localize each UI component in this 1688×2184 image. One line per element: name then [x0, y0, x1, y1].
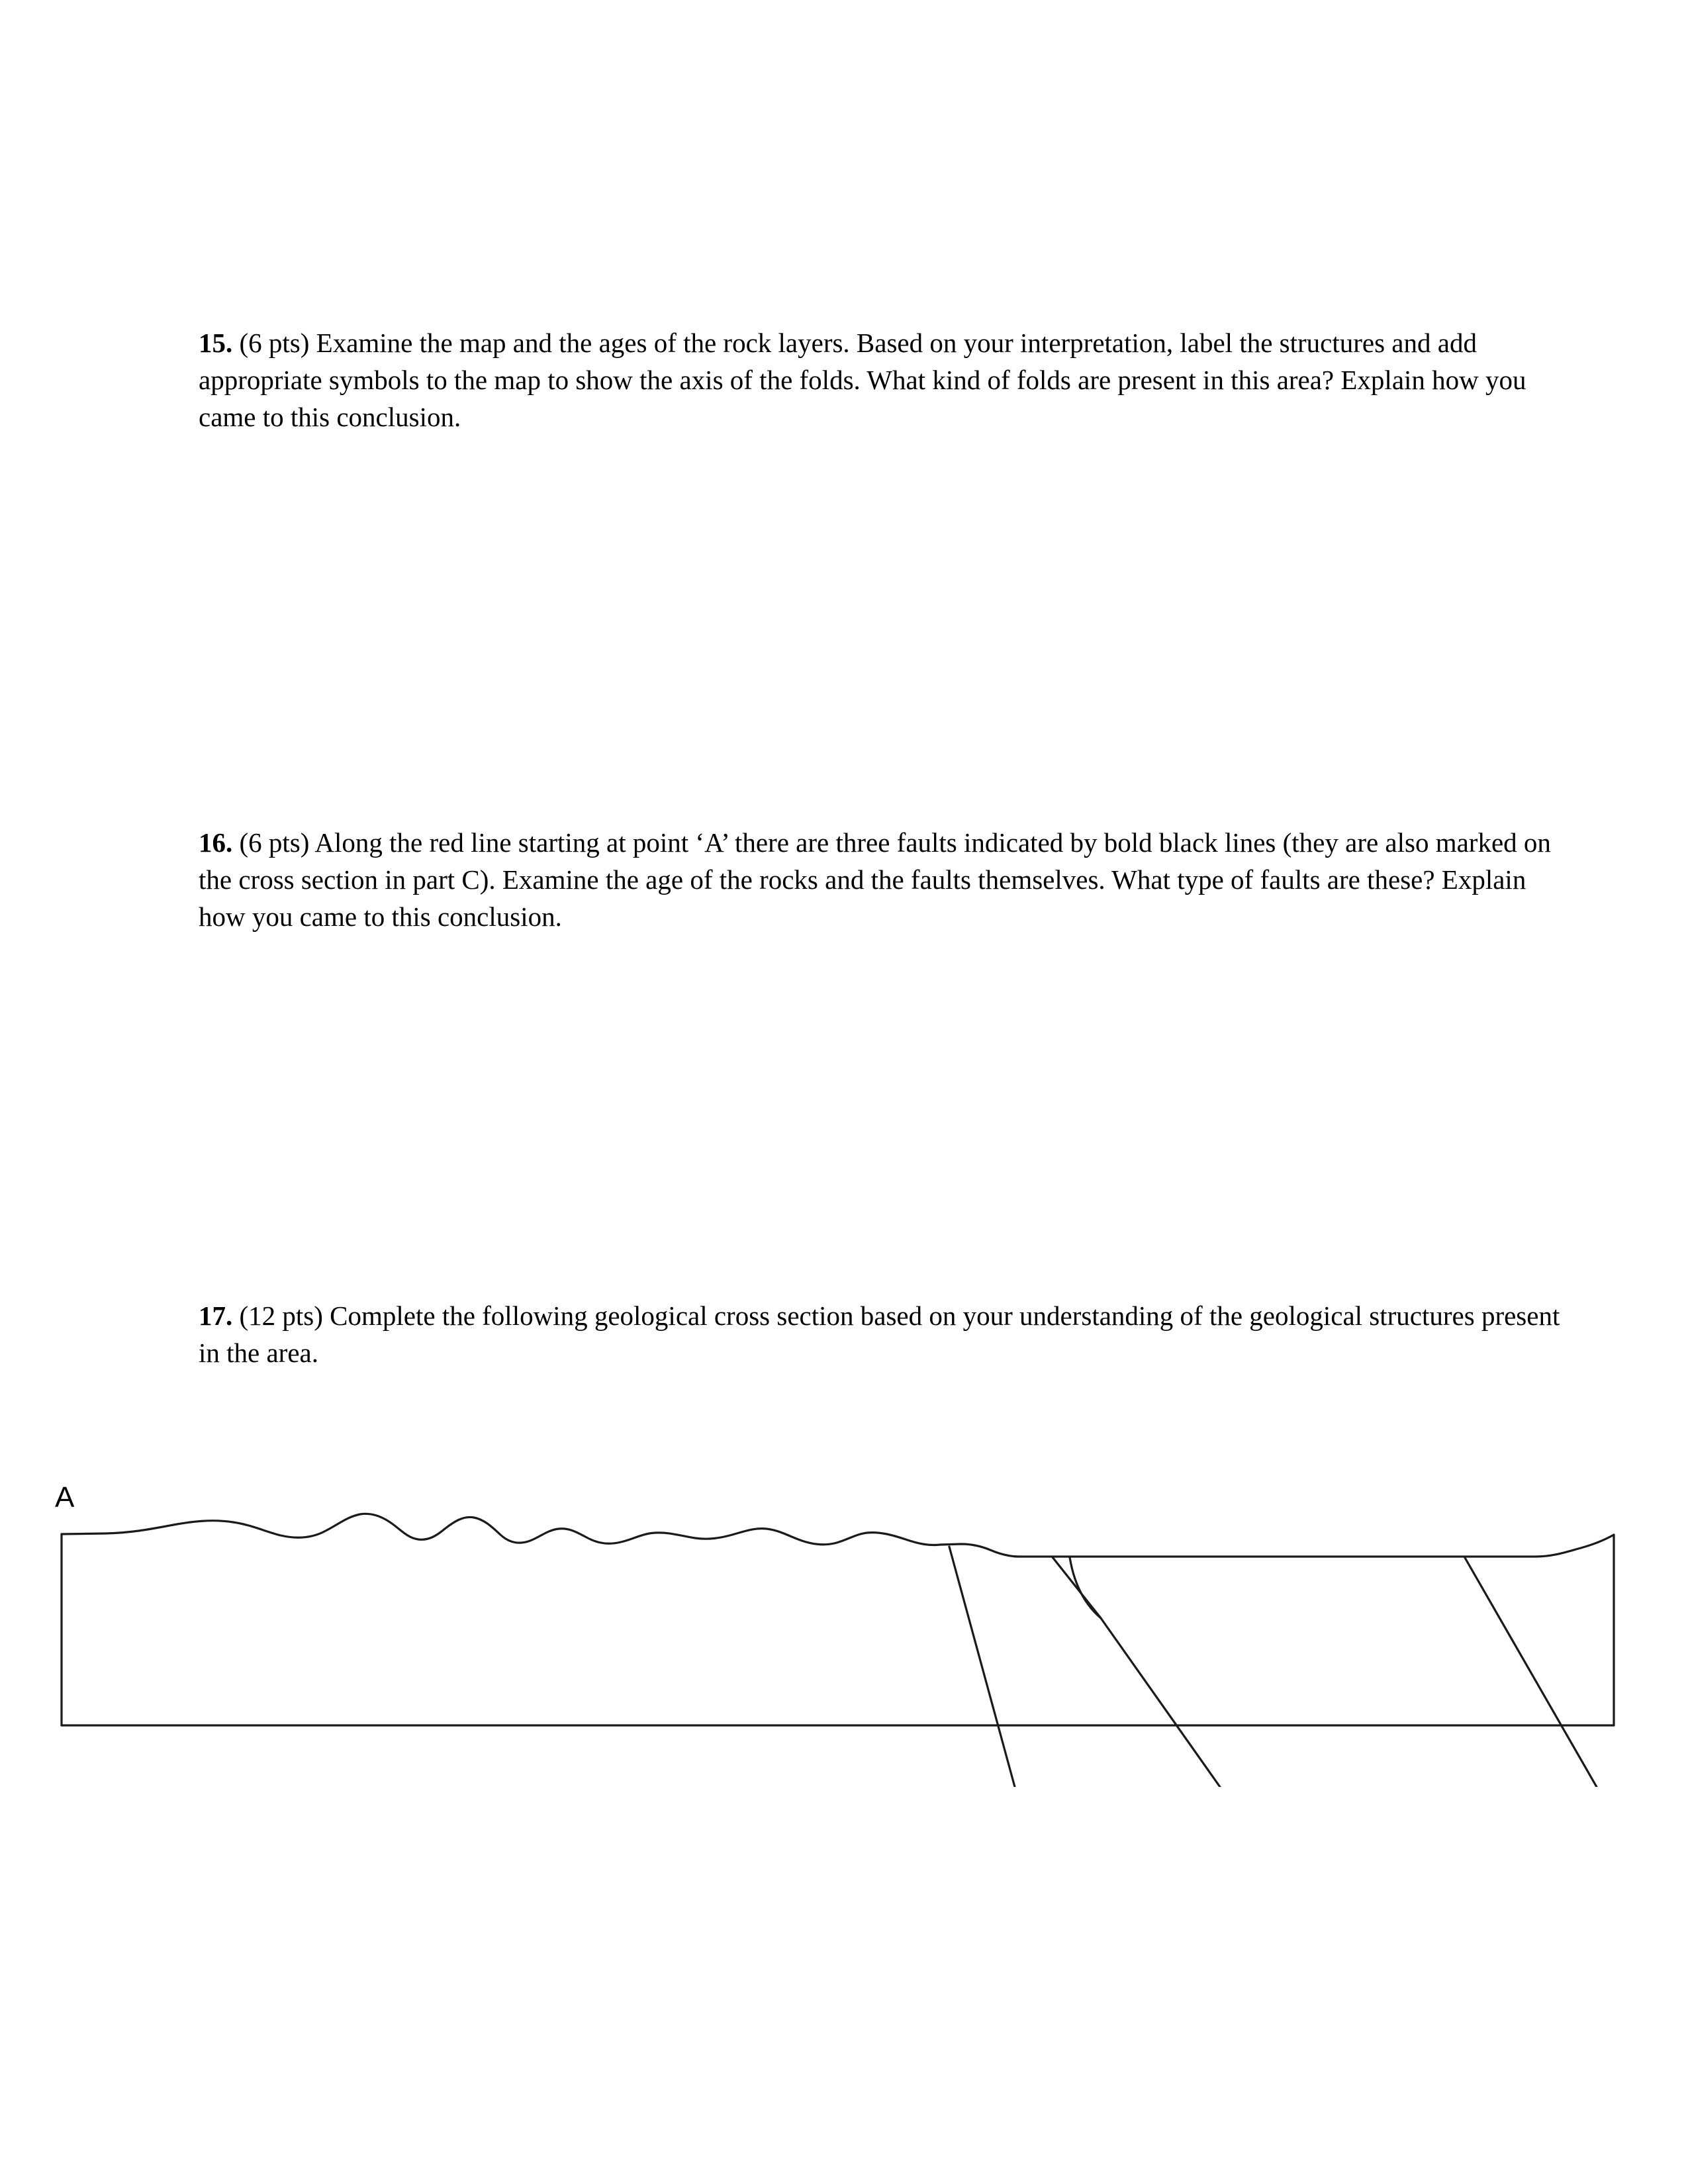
fault-line-1: [949, 1547, 1015, 1787]
question-17-text: (12 pts) Complete the following geological cross section based on your understanding of the geological structures present in the area.: [199, 1300, 1560, 1369]
question-16-text: (6 pts) Along the red line starting at point ‘A’ there are three faults indicated by bold black lines (they are also marked on the cross section in part C). Examine the age of the rocks and the faults themselves. What type of faults are these? Explain how you came to this conclusion.: [199, 827, 1551, 933]
fault-line-3: [1464, 1557, 1597, 1787]
question-16: [199, 824, 1575, 935]
cross-section-drawing: [0, 1456, 1688, 1787]
question-17-number: 17.: [199, 1300, 233, 1331]
fault-line-2-lower: [1101, 1618, 1220, 1787]
question-15-text: (6 pts) Examine the map and the ages of the rock layers. Based on your interpretation, label the structures and add appropriate symbols to the map to show the axis of the folds. What kind of folds are present in this area? Explain how you came to this conclusion.: [199, 328, 1526, 433]
question-15-number: 15.: [199, 328, 233, 358]
topography-surface-line: [62, 1514, 1614, 1557]
geological-cross-section-figure: [0, 1456, 1688, 1787]
fault-line-2-upper: [1053, 1557, 1101, 1618]
question-15: [199, 324, 1575, 435]
question-17: [199, 1297, 1575, 1371]
question-16-number: 16.: [199, 827, 233, 858]
fault-line-2-curve: [1070, 1557, 1101, 1618]
cross-section-point-a-label: A: [55, 1481, 75, 1514]
